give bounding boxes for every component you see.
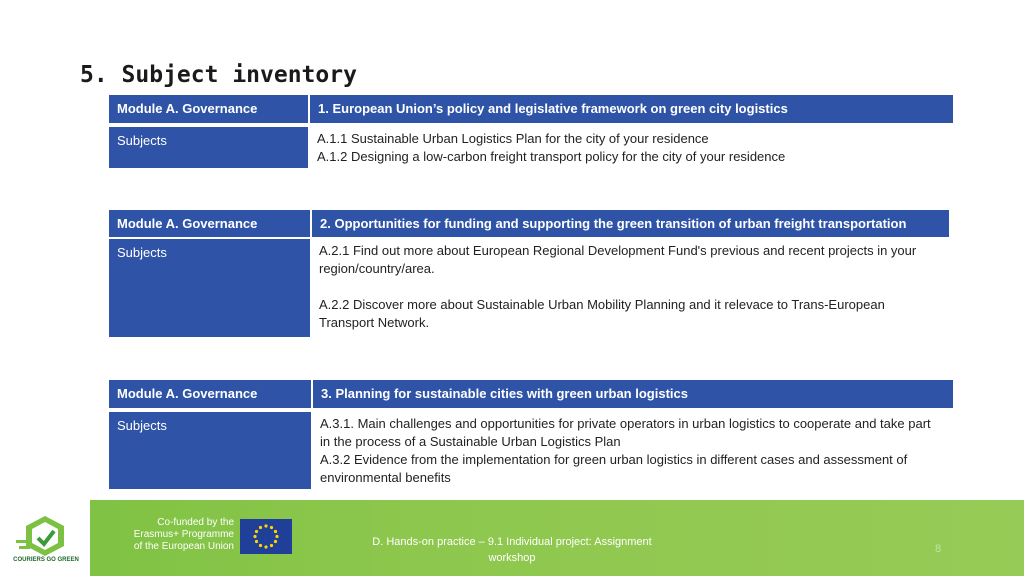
module-1-subjects-row [108, 126, 954, 170]
page-title: 5. Subject inventory [80, 62, 357, 88]
subject-a-3-1: A.3.1. Main challenges and opportunities for private operators in urban logistics to cooperate and take part in the process of a Sustainable Urban Logistics Plan [320, 416, 931, 449]
module-2-subjects-list [311, 238, 931, 338]
module-1-header-row [108, 94, 954, 124]
cofunded-text [116, 517, 234, 553]
subject-a-2-1: A.2.1 Find out more about European Regional Development Fund's previous and recent projects in your region/country/area. [319, 243, 917, 276]
cofunded-line-1: Co-funded by the [157, 517, 234, 528]
eu-flag-icon [240, 519, 292, 554]
module-3-header-row [108, 379, 954, 409]
logo-icon [14, 514, 76, 556]
module-2-subjects-label: Subjects [108, 238, 311, 338]
subject-a-2-2: A.2.2 Discover more about Sustainable Urban Mobility Planning and it relevace to Trans-European Transport Network. [319, 297, 885, 330]
logo-caption: COURIERS GO GREEN [13, 557, 79, 563]
subject-a-1-1: A.1.1 Sustainable Urban Logistics Plan for the city of your residence [317, 131, 709, 146]
footer-caption-line-1: D. Hands-on practice – 9.1 Individual project: Assignment [372, 536, 652, 548]
module-3-subjects-row [108, 411, 948, 491]
module-2-label: Module A. Governance [108, 209, 311, 238]
subject-a-1-2: A.1.2 Designing a low-carbon freight transport policy for the city of your residence [317, 149, 786, 164]
module-1-label: Module A. Governance [108, 94, 309, 124]
module-1-topic: 1. European Union’s policy and legislative framework on green city logistics [309, 94, 954, 124]
footer-caption-line-2: workshop [488, 552, 536, 564]
module-1-subjects-label: Subjects [108, 126, 309, 169]
subject-a-3-2: A.3.2 Evidence from the implementation for green urban logistics in different cases and assessment of environmental benefits [320, 452, 908, 485]
footer-caption [352, 534, 672, 566]
module-3-label: Module A. Governance [108, 379, 312, 409]
module-2-topic: 2. Opportunities for funding and supporting the green transition of urban freight transportation [311, 209, 950, 238]
module-2-subjects-row [108, 238, 931, 338]
module-3-subjects-label: Subjects [108, 411, 312, 490]
cofunded-line-3: of the European Union [133, 541, 234, 552]
cofunded-line-2: Erasmus+ Programme [133, 529, 234, 540]
couriers-go-green-logo [14, 514, 76, 561]
page-number: 8 [935, 543, 942, 555]
module-3-subjects-list [312, 411, 948, 491]
module-1-subjects-list [309, 126, 954, 170]
module-3-topic: 3. Planning for sustainable cities with green urban logistics [312, 379, 954, 409]
module-2-header-row [108, 209, 950, 238]
